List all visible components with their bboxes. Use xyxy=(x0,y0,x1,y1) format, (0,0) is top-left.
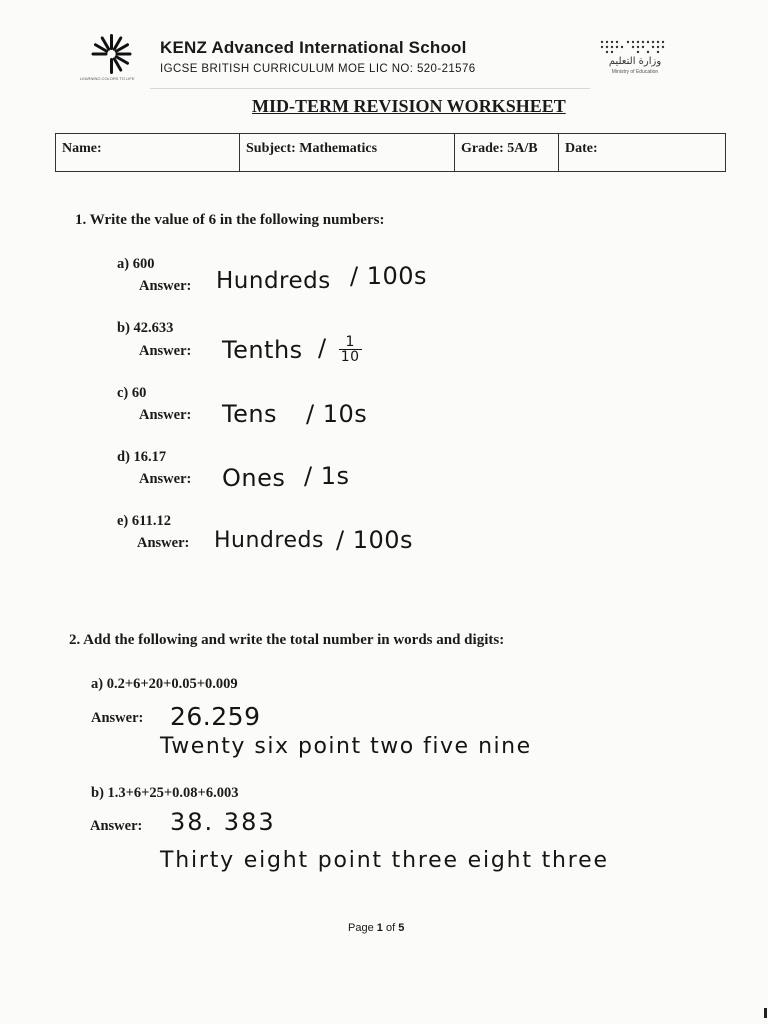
student-info-table xyxy=(55,133,726,172)
q1-item-a-answer-label: Answer: xyxy=(139,278,192,294)
q2-item-b-answer-label: Answer: xyxy=(90,818,143,834)
q1-item-a-answer: Hundreds xyxy=(216,268,331,294)
q1-item-c-answer: Tens xyxy=(222,400,278,428)
ministry-english: Ministry of Education xyxy=(611,69,659,75)
q1-item-e-answer-label: Answer: xyxy=(137,535,190,551)
q1-item-b-answer: Tenths xyxy=(222,336,303,364)
q1-item-b-label: b) 42.633 xyxy=(117,320,174,336)
page-current: 1 xyxy=(376,922,383,934)
fraction-numerator: 1 xyxy=(339,335,362,350)
q1-item-a-answer-alt: / 100s xyxy=(350,262,428,290)
page-total: 5 xyxy=(398,922,405,934)
ministry-logo xyxy=(590,36,680,80)
q1-item-b-fraction xyxy=(339,335,362,364)
page-number xyxy=(348,922,404,934)
q1-item-d-answer-label: Answer: xyxy=(139,471,192,487)
logo-tagline: LEARNING COLORS TO LIFE xyxy=(80,76,135,81)
q1-item-e-label: e) 611.12 xyxy=(117,513,171,529)
q1-item-c-answer-alt: / 10s xyxy=(306,400,368,428)
q1-item-e-answer: Hundreds xyxy=(214,528,324,553)
q2-item-b-words: Thirty eight point three eight three xyxy=(160,848,609,873)
q2-item-b-digits: 38. 383 xyxy=(170,808,276,836)
q2-item-a-label: a) 0.2+6+20+0.05+0.009 xyxy=(91,676,238,692)
q1-item-b-answer-label: Answer: xyxy=(139,343,192,359)
q2-item-b-label: b) 1.3+6+25+0.08+6.003 xyxy=(91,785,239,801)
q1-item-d-answer-alt: / 1s xyxy=(304,462,350,490)
school-subtitle: IGCSE BRITISH CURRICULUM MOE LIC NO: 520-21576 xyxy=(160,63,476,75)
q2-item-a-answer-label: Answer: xyxy=(91,710,144,726)
question-1: 1. Write the value of 6 in the following numbers: xyxy=(75,212,385,228)
scan-edge-mark xyxy=(764,1008,767,1018)
grade-cell: Grade: 5A/B xyxy=(455,134,559,171)
q1-item-d-label: d) 16.17 xyxy=(117,449,167,465)
page-word: Page xyxy=(348,922,374,934)
q1-item-c-answer-label: Answer: xyxy=(139,407,192,423)
name-cell: Name: xyxy=(56,134,240,171)
q2-item-a-digits: 26.259 xyxy=(170,702,261,731)
fraction-denominator: 10 xyxy=(340,348,360,365)
q1-item-b-slash: / xyxy=(318,334,327,362)
q1-item-e-answer-alt: / 100s xyxy=(336,526,414,554)
question-2: 2. Add the following and write the total number in words and digits: xyxy=(69,632,505,648)
worksheet-title: MID-TERM REVISION WORKSHEET xyxy=(252,96,566,116)
subject-cell: Subject: Mathematics xyxy=(240,134,455,171)
q1-item-b-answer-alt xyxy=(318,334,362,364)
page-of: of xyxy=(385,922,396,934)
q1-item-d-answer: Ones xyxy=(222,464,286,492)
school-logo xyxy=(80,30,144,82)
header-divider xyxy=(150,88,590,89)
q1-item-a-label: a) 600 xyxy=(117,256,155,272)
ministry-arabic: وزارة التعليم xyxy=(608,56,662,67)
date-cell: Date: xyxy=(565,141,598,156)
school-name: KENZ Advanced International School xyxy=(160,38,467,57)
q1-item-c-label: c) 60 xyxy=(117,385,147,401)
q2-item-a-words: Twenty six point two five nine xyxy=(160,734,532,759)
